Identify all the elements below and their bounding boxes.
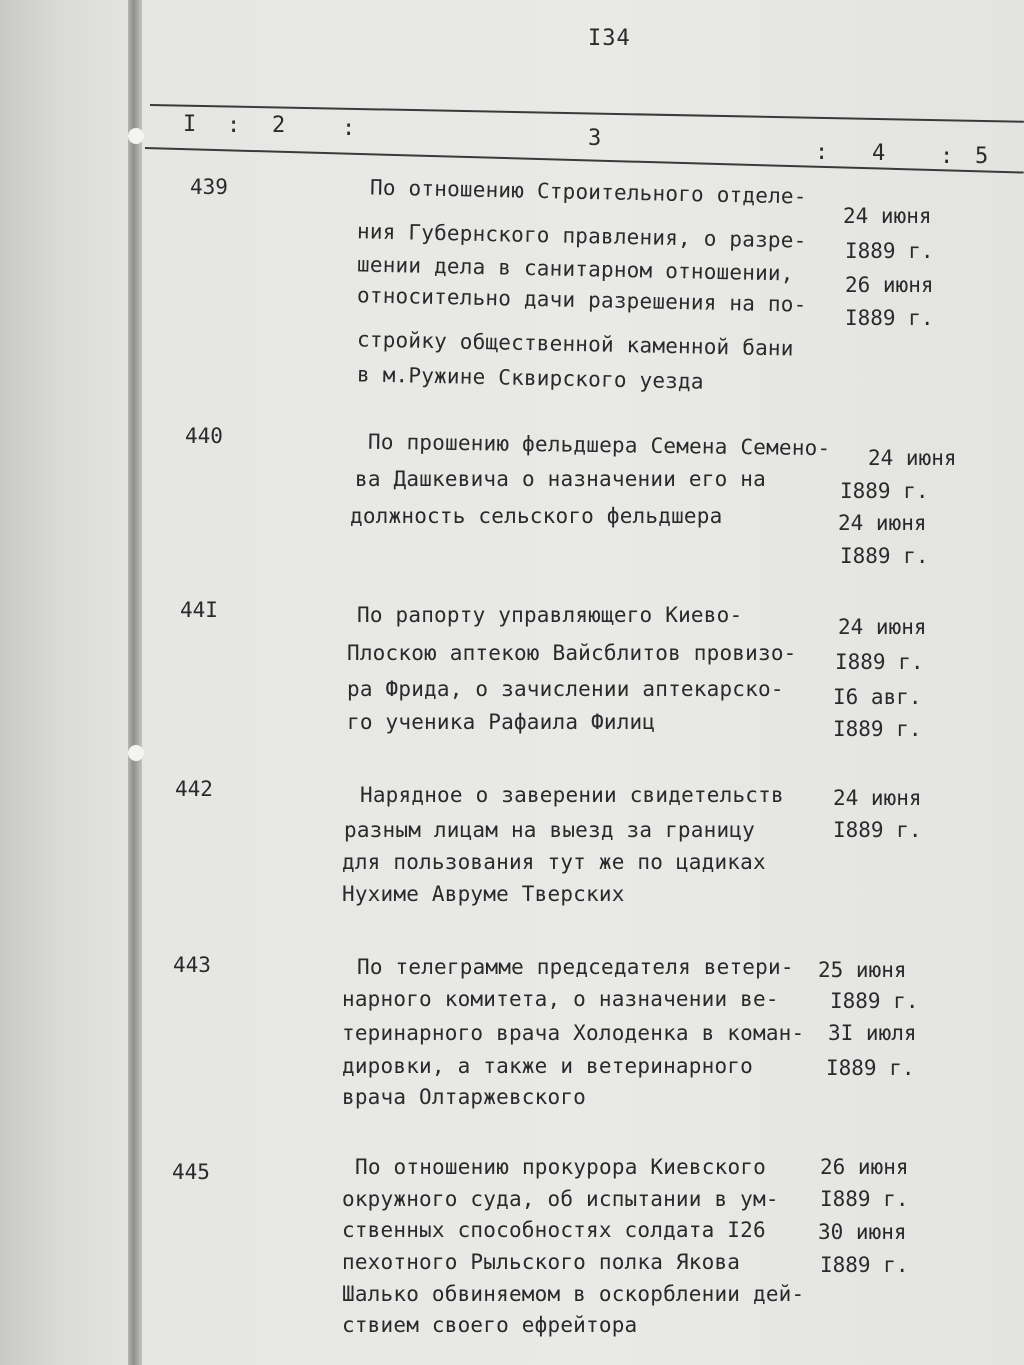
entry-text-line: пехотного Рыльского полка Якова (342, 1250, 741, 1274)
entry-number: 440 (185, 424, 223, 448)
entry-text-line: По отношению Строительного отделе- (369, 175, 807, 209)
entry-number: 439 (190, 175, 228, 199)
entry-number: 442 (175, 777, 213, 801)
entry-date: I889 г. (840, 544, 929, 568)
col-1-label: I (183, 112, 197, 137)
entry-text-line: Шалько обвиняемом в оскорблении дей- (342, 1282, 805, 1306)
header-bottom-rule (145, 147, 1024, 174)
entry-text-line: должность сельского фельдшера (350, 504, 723, 528)
col-separator: : (342, 116, 356, 141)
entry-text-line: относительно дачи разрешения на по- (356, 283, 807, 317)
entry-date: 26 июня (820, 1155, 909, 1179)
col-2-label: 2 (272, 113, 286, 138)
entry-date: I889 г. (833, 818, 922, 842)
entry-date: 26 июня (845, 273, 934, 297)
entry-date: I889 г. (840, 479, 929, 503)
entry-number: 44I (180, 598, 218, 622)
page-number: I34 (588, 26, 631, 51)
entry-date: 30 июня (818, 1220, 907, 1244)
entry-text-line: окружного суда, об испытании в ум- (342, 1187, 779, 1211)
entry-text-line: го ученика Рафаила Филиц (347, 710, 656, 734)
entry-text-line: Плоскою аптекою Вайсблитов провизо- (347, 641, 797, 665)
entry-date: 24 июня (833, 786, 922, 810)
col-separator: : (815, 140, 829, 165)
entry-text-line: разным лицам на выезд за границу (344, 818, 755, 842)
entry-date: 25 июня (818, 958, 907, 982)
entry-text-line: ственных способностях солдата I26 (342, 1218, 766, 1242)
entry-text-line: ва Дашкевича о назначении его на (355, 467, 766, 491)
entry-text-line: ствием своего ефрейтора (342, 1313, 638, 1337)
entry-date: I889 г. (826, 1056, 915, 1080)
entry-text-line: дировки, а также и ветеринарного (342, 1054, 753, 1078)
entry-date: I889 г. (845, 239, 934, 263)
binding-hole-bottom (128, 745, 144, 761)
binding-hole-top (128, 128, 144, 144)
entry-date: I889 г. (830, 989, 919, 1013)
col-4-label: 4 (872, 141, 886, 166)
col-3-label: 3 (588, 126, 602, 151)
entry-number: 443 (173, 953, 211, 977)
binding-gutter (128, 0, 142, 1365)
entry-text-line: теринарного врача Холоденка в коман- (342, 1021, 805, 1045)
entry-text-line: нарного комитета, о назначении ве- (342, 987, 779, 1011)
entry-text-line: Нарядное о заверении свидетельств (360, 783, 784, 807)
entry-text-line: стройку общественной каменной бани (356, 327, 794, 361)
entry-text-line: По телеграмме председателя ветери- (357, 955, 794, 979)
entry-text-line: По рапорту управляющего Киево- (357, 603, 743, 627)
col-separator: : (227, 113, 241, 138)
entry-date: I889 г. (833, 717, 922, 741)
entry-date: I889 г. (835, 650, 924, 674)
entry-date: I889 г. (845, 306, 934, 330)
entry-text-line: ния Губернского правления, о разре- (356, 219, 807, 253)
col-5-label: 5 (975, 144, 989, 169)
entry-date: 3I июля (828, 1021, 917, 1045)
entry-number: 445 (172, 1160, 210, 1184)
entry-date: I6 авг. (833, 685, 922, 709)
entry-text-line: ра Фрида, о зачислении аптекарско- (347, 677, 784, 701)
entry-date: 24 июня (838, 615, 927, 639)
entry-text-line: Нухиме Авруме Тверских (342, 882, 625, 906)
entry-text-line: в м.Ружине Сквирского уезда (356, 362, 704, 394)
entry-date: 24 июня (843, 204, 932, 228)
entry-text-line: По отношению прокурора Киевского (355, 1155, 766, 1179)
entry-date: 24 июня (868, 446, 957, 470)
col-separator: : (940, 144, 954, 169)
entry-text-line: врача Олтаржевского (342, 1085, 587, 1109)
entry-date: I889 г. (820, 1187, 909, 1211)
entry-date: I889 г. (820, 1253, 909, 1277)
entry-text-line: для пользования тут же по цадиках (342, 850, 766, 874)
entry-text-line: По прошению фельдшера Семена Семено- (367, 429, 831, 461)
entry-text-line: шении дела в санитарном отношении, (356, 252, 794, 286)
entry-date: 24 июня (838, 511, 927, 535)
